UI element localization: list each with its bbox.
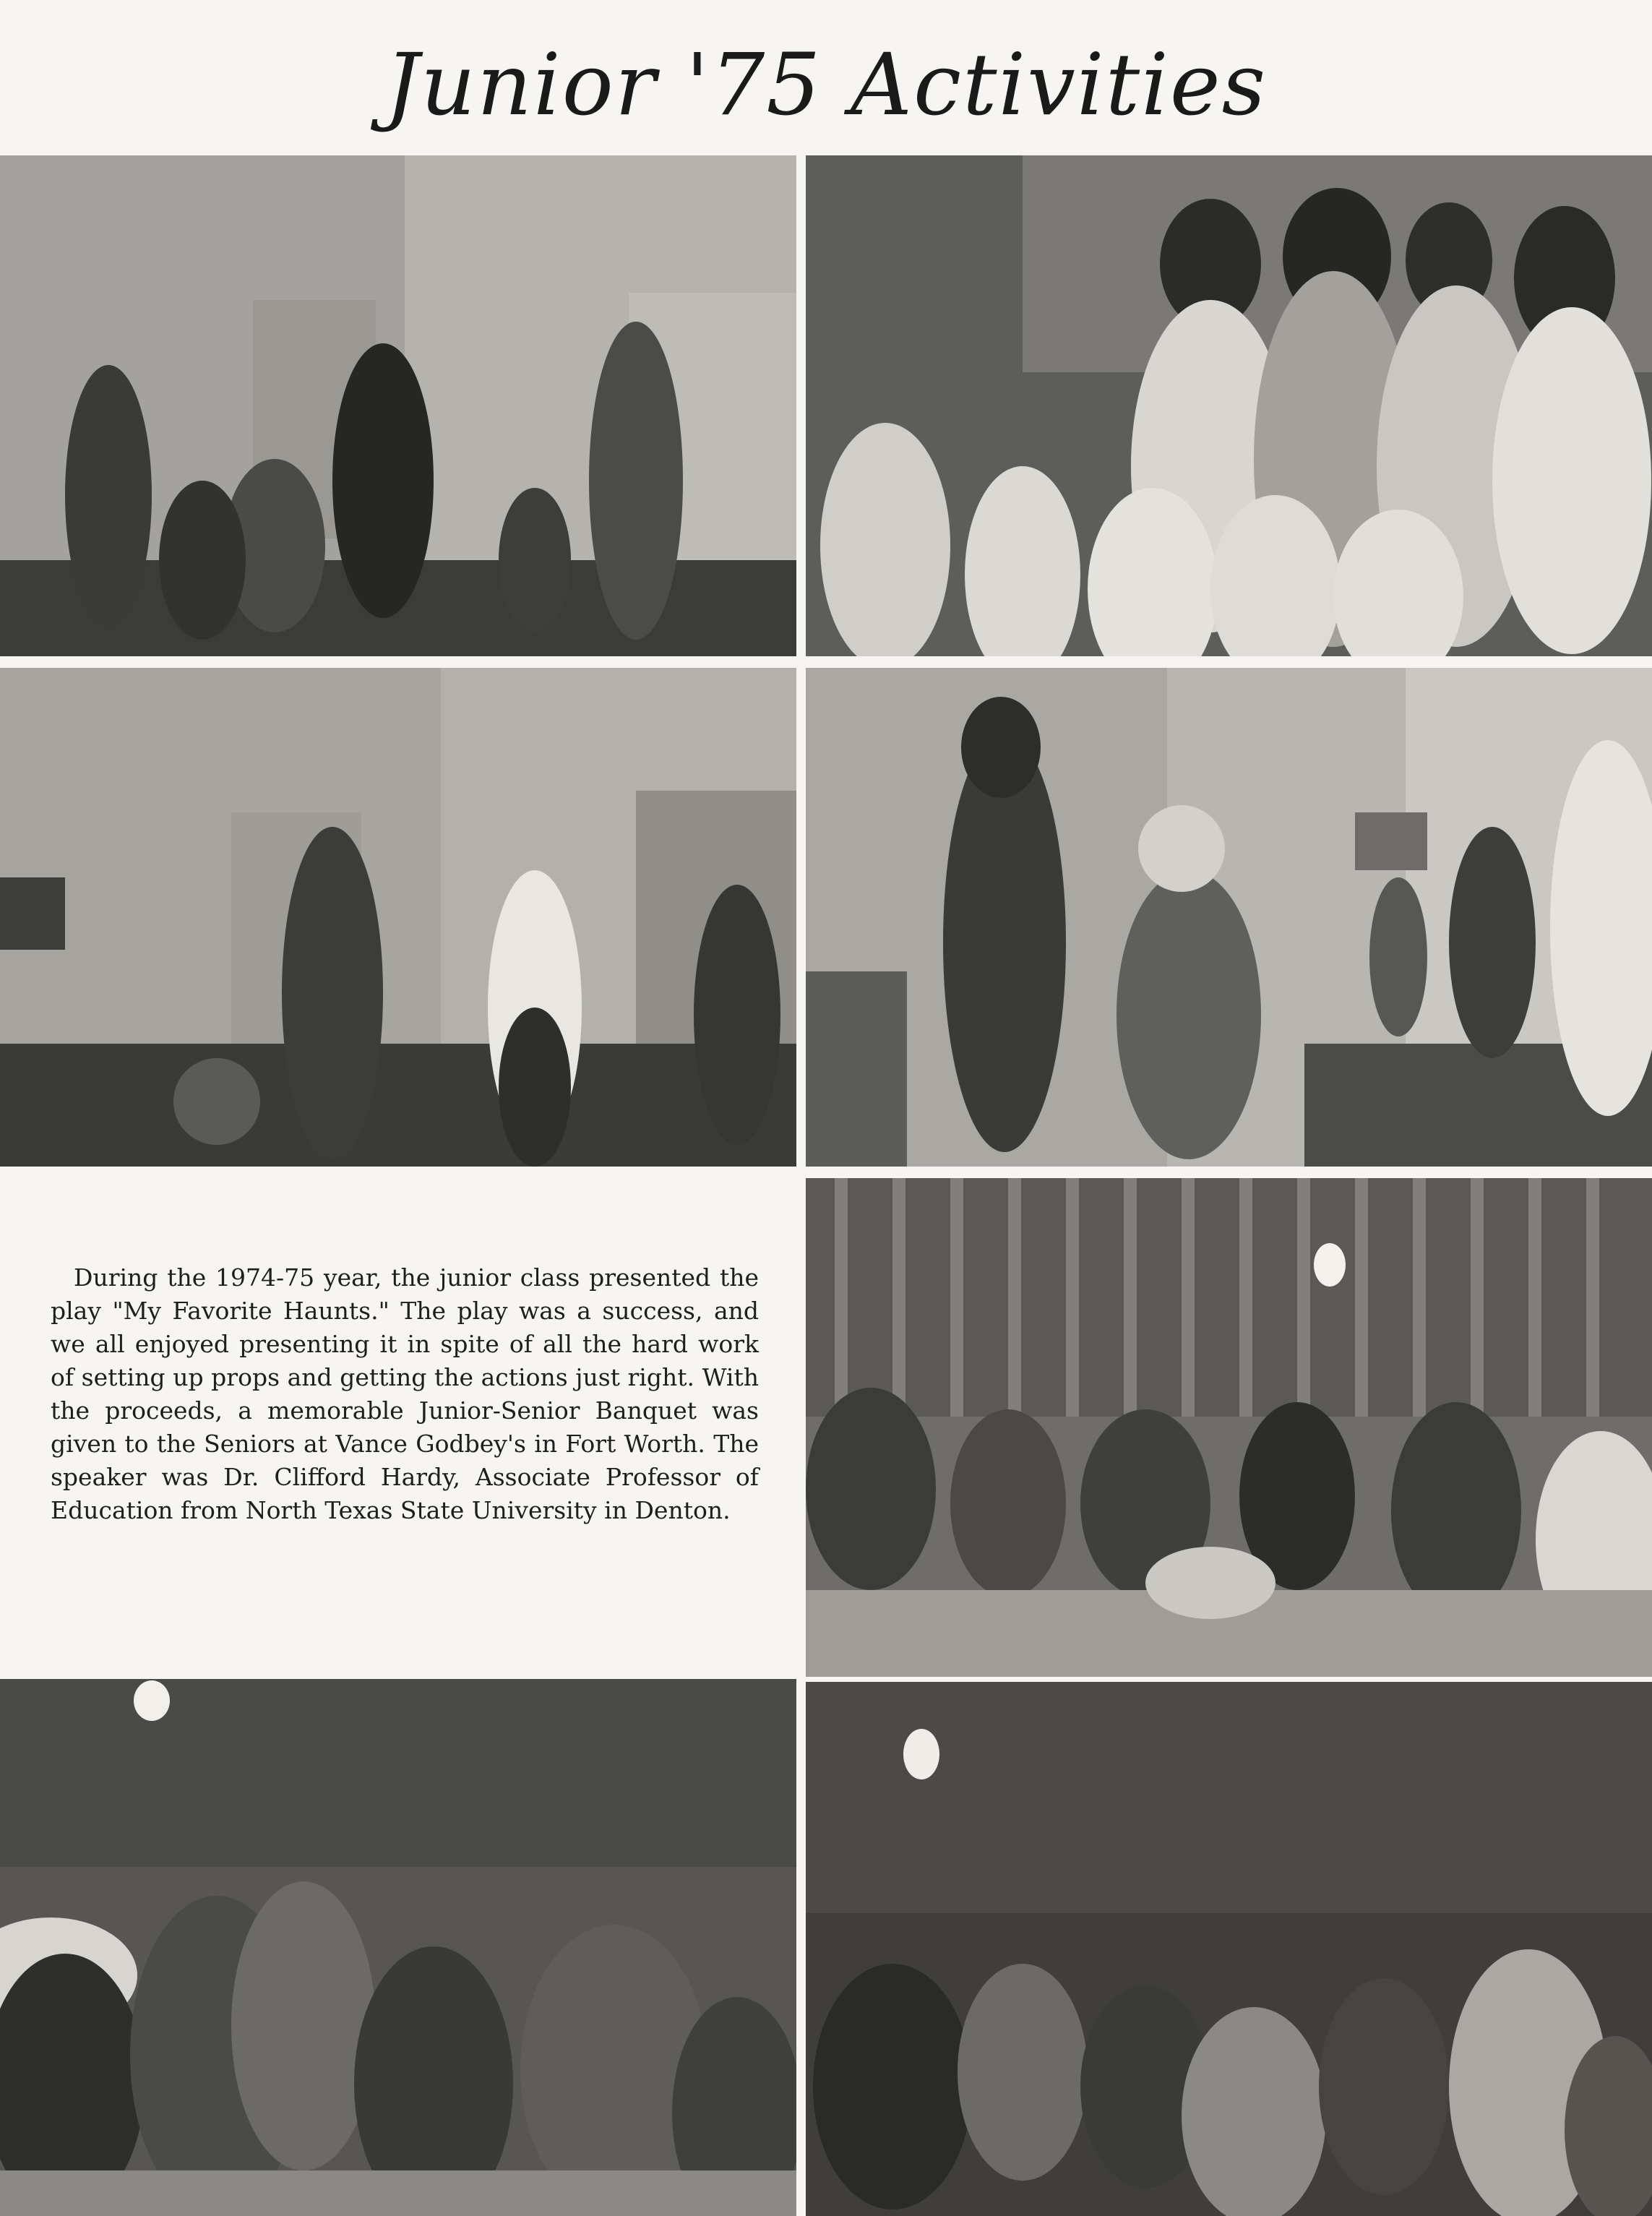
photo-play-scene-stage <box>0 155 796 656</box>
page-title: Junior '75 Activities <box>384 35 1268 134</box>
caption-paragraph: During the 1974-75 year, the junior class presented the play "My Favorite Haunts." The play was a success, and we all enjoyed presenting it in spite of all the hard work of setting up props and getting the actions just right. With the proceeds, a memorable Junior-Senior Banquet was given to the Seniors at Vance Godbey's in Fort Worth. The speaker was Dr. Clifford Hardy, Associate Professor of Education from North Texas State University in Denton. <box>51 1263 759 1524</box>
photo-banquet-crowd-dim <box>806 1682 1652 2216</box>
photo-play-scene-suit <box>806 668 1652 1167</box>
photo-banquet-tables <box>806 1178 1652 1677</box>
photo-banquet-crowd-hats <box>0 1679 796 2216</box>
photo-group-of-girls <box>806 155 1652 656</box>
photo-play-scene-actors <box>0 668 796 1167</box>
caption-text-block <box>51 1261 759 1527</box>
